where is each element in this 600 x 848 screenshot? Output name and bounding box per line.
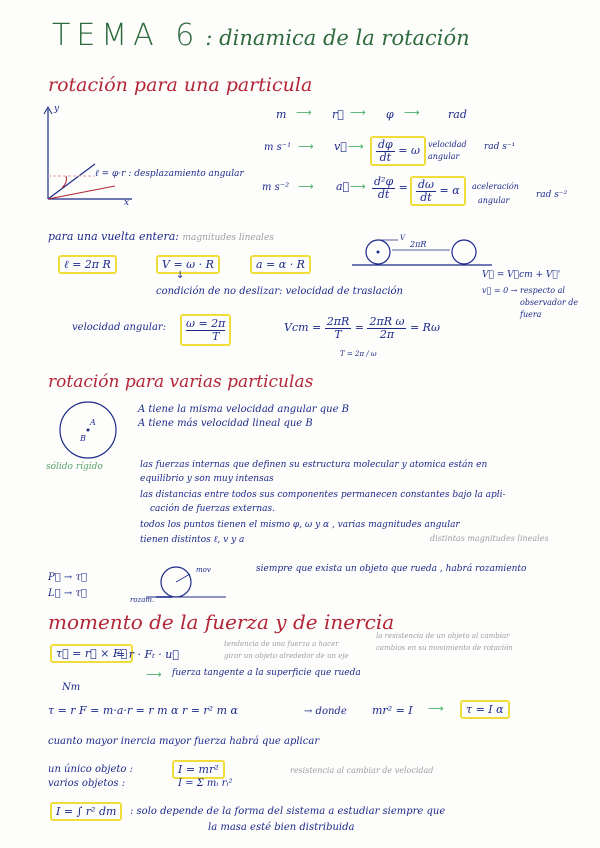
linear-magnitudes-note: magnitudes lineales — [182, 233, 274, 243]
title-main: TEMA 6 — [52, 18, 201, 53]
v-zero-note: v⃗ = 0 → respecto al — [482, 286, 565, 295]
more-linear-velocity: A tiene más velocidad lineal que B — [138, 418, 313, 429]
row3-num2: dω — [418, 178, 435, 191]
row3-label2: angular — [478, 196, 510, 205]
wheel-mov-label: mov — [196, 566, 211, 574]
v-zero-note-3: fuera — [520, 310, 542, 319]
omega-eq: ω = 2π — [186, 317, 226, 330]
rigid-solid-label: sólido rígido — [46, 462, 103, 472]
angular-velocity-label: velocidad angular: — [72, 322, 167, 333]
rolling-wheel-friction-diagram — [146, 564, 236, 604]
vcm-den2: 2π — [379, 327, 395, 341]
torque-note-2: girar un objeto alrededor de un eje — [224, 652, 349, 660]
section-heading-multiple-particles: rotación para varias particulas — [48, 372, 314, 392]
row2-ms: m s⁻¹ — [264, 142, 292, 153]
point-b-label: B — [80, 434, 86, 443]
row3-ms2: m s⁻² — [262, 182, 290, 193]
inertia-note-2: cambios en su movimiento de rotación — [376, 644, 513, 652]
moment-of-inertia-def: mr² = I — [372, 704, 413, 717]
vcm-result: = Rω — [409, 321, 440, 335]
result-arrow: ⟶ — [428, 702, 444, 715]
row3-eq: = α — [439, 184, 460, 198]
axis-y-label: y — [54, 104, 60, 114]
linear-velocity-formula: V = ω · R — [156, 255, 220, 274]
wheel-friction-note: siempre que exista un objeto que rueda , habrá rozamiento — [256, 564, 527, 574]
tangent-force-note: fuerza tangente a la superficie que rueda — [172, 668, 361, 678]
torque-inertia-box: τ = I α — [460, 700, 510, 719]
row3-unit: rad s⁻² — [536, 190, 568, 200]
newton-meter-unit: Nm — [62, 682, 81, 693]
tangent-arrow: ⟶ — [146, 668, 162, 681]
row3-num1: d²φ — [374, 175, 394, 188]
no-slip-condition: condición de no deslizar: velocidad de traslación — [156, 286, 403, 297]
rigid-solid-p5: todos los puntos tienen el mismo φ, ω y α , varias magnitudes angular — [140, 520, 460, 530]
velocity-change-note: resistencia al cambiar de velocidad — [290, 766, 434, 775]
rigid-solid-p2: equilibrio y son muy intensas — [140, 474, 274, 484]
particles-circle-diagram — [56, 398, 120, 462]
row3-label1: aceleración — [472, 182, 519, 191]
axis-x-label: x — [124, 198, 130, 208]
rigid-solid-p1: las fuerzas internas que definen su estructura molecular y atomica están en — [140, 460, 488, 470]
row3-arrow: ⟶ — [298, 180, 314, 193]
arc-length-formula: ℓ = 2π R — [58, 255, 117, 274]
vector-map-1: P⃗ → τ⃗ — [48, 572, 87, 583]
section-heading-single-particle: rotación para una particula — [48, 74, 313, 96]
row2-arrow2: ⟶ — [348, 140, 364, 153]
angular-acceleration-box — [410, 176, 466, 206]
row2-unit: rad s⁻¹ — [484, 142, 516, 152]
torque-note-1: tendencia de una fuerza a hacer — [224, 640, 339, 648]
v-zero-note-2: observador de — [520, 298, 579, 307]
point-a-label: A — [90, 418, 96, 427]
single-object-label: un único objeto : — [48, 764, 133, 775]
full-turn-text: para una vuelta entera: — [48, 230, 179, 243]
row3-den1: dt — [377, 187, 390, 201]
row1-arrow2: ⟶ — [350, 106, 366, 119]
torque-derivation: τ = r F = m·a·r = r m α r = r² m α — [48, 704, 238, 717]
period-equation: T = 2π / ω — [340, 350, 377, 358]
row1-arrow3: ⟶ — [404, 106, 420, 119]
torque-expansion: = r · Fₜ · u⃗ — [116, 648, 179, 661]
integral-inertia-formula: I = ∫ r² dm — [50, 802, 122, 821]
rigid-solid-p3: las distancias entre todos sus componentes permanecen constantes bajo la apli- — [140, 490, 506, 500]
omega-formula-box — [180, 314, 231, 346]
row1-m: m — [276, 108, 287, 121]
row1-rad: rad — [448, 108, 467, 121]
row3-a: a⃗ — [336, 180, 350, 193]
rigid-solid-p6-note: distintas magnitudes lineales — [430, 534, 549, 543]
title-sub: : dinamica de la rotación — [205, 26, 470, 50]
row2-eq: = ω — [398, 144, 420, 158]
same-angular-velocity: A tiene la misma velocidad angular que B — [138, 404, 350, 415]
vcm-num2: 2πR ω — [369, 315, 405, 328]
vector-map-2: L⃗ → τ⃗ — [48, 588, 87, 599]
row3-den2: dt — [420, 190, 432, 204]
shape-dependency-1: : solo depende de la forma del sistema a estudiar siempre que — [130, 806, 446, 817]
vcm-num: 2πR — [326, 315, 350, 328]
rigid-solid-p4: cación de fuerzas externas. — [150, 504, 275, 514]
row2-num: dφ — [378, 138, 393, 151]
row2-label1: velocidad — [428, 140, 467, 149]
multiple-objects-formula: I = Σ mᵢ rᵢ² — [178, 778, 233, 789]
shape-dependency-2: la masa esté bien distribuida — [208, 822, 355, 833]
row1-phi: φ — [386, 108, 394, 121]
wheel-friction-label: rozam. — [130, 596, 155, 604]
vcm-derivation: Vcm = $\frac{2\pi R}{T}$ = $\frac{\text{2πR ω}}{2\pi}$ = Rω — [284, 315, 440, 341]
inertia-note-1: la resistencia de un objeto al cambiar — [376, 632, 510, 640]
row1-r: r⃗ — [332, 108, 344, 121]
row2-label2: angular — [428, 152, 460, 161]
row3-arrow2: ⟶ — [350, 180, 366, 193]
rolling-2pir-label: 2πR — [410, 240, 427, 249]
row2-arrow: ⟶ — [298, 140, 314, 153]
angular-velocity-box — [370, 136, 426, 166]
donde-arrow: → donde — [304, 706, 347, 717]
row3-frac1: $\frac{\text{d²φ}}{dt}$ = — [374, 175, 408, 201]
omega-den: T — [212, 330, 220, 343]
angular-displacement-label: ℓ = φ·r : desplazamiento angular — [95, 169, 244, 179]
full-turn-label — [48, 230, 274, 243]
row2-den: dt — [379, 150, 392, 164]
more-inertia-note: cuanto mayor inercia mayor fuerza habrá que aplicar — [48, 736, 320, 747]
row2-v: v⃗ — [334, 140, 347, 153]
vcm-den: T — [334, 327, 342, 341]
rolling-v-label: V — [400, 234, 406, 242]
page-title — [52, 18, 470, 53]
no-slip-arrow: ↓ — [176, 270, 185, 281]
row1-arrow: ⟶ — [296, 106, 312, 119]
rotation-axes-diagram — [40, 104, 135, 209]
rigid-solid-p6: tienen distintos ℓ, v y a — [140, 535, 245, 545]
vcm-eq: Vcm = — [284, 321, 322, 335]
linear-acceleration-formula: a = α · R — [250, 255, 311, 274]
single-object-formula: I = mr² — [172, 760, 225, 779]
multiple-objects-label: varios objetos : — [48, 778, 126, 789]
section-heading-torque-inertia: momento de la fuerza y de inercia — [48, 610, 395, 634]
torque-definition-box: τ⃗ = r⃗ × F⃗ — [50, 644, 133, 663]
vcm-equation: V⃗ = V⃗cm + V⃗' — [482, 270, 561, 280]
